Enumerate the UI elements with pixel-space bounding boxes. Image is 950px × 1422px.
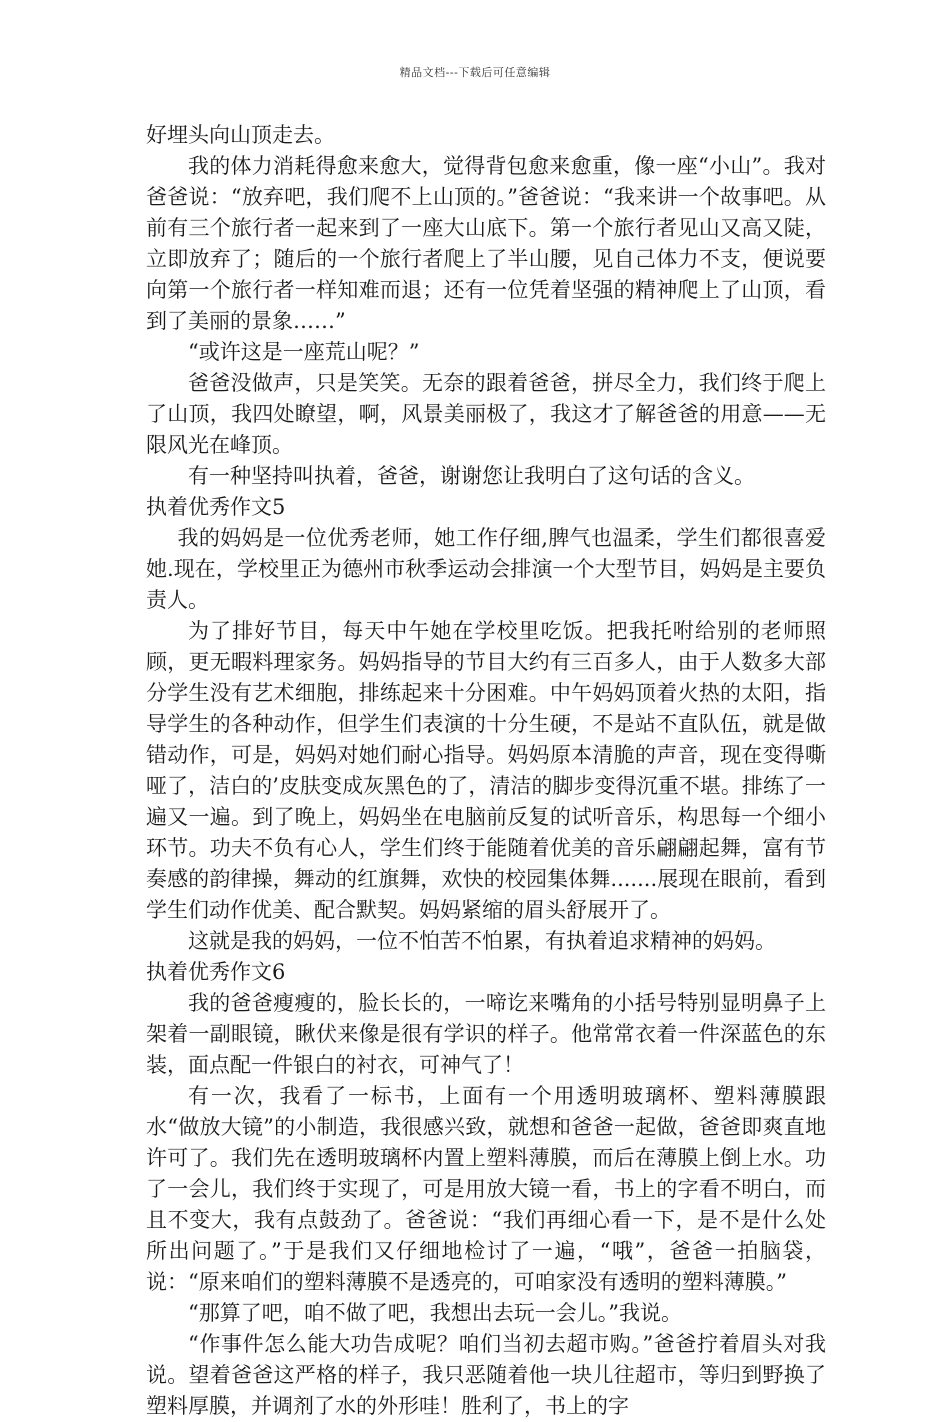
paragraph: 爸爸没做声，只是笑笑。无奈的跟着爸爸，拼尽全力，我们终于爬上了山顶，我四处瞭望，啊，风景美丽极了，我这才了解爸爸的用意——无限风光在峰顶。	[146, 371, 826, 457]
document-body	[146, 120, 826, 1422]
paragraph: 我的体力消耗得愈来愈大，觉得背包愈来愈重，像一座“小山”。我对爸爸说：“放弃吧，我们爬不上山顶的。”爸爸说：“我来讲一个故事吧。从前有三个旅行者一起来到了一座大山底下。第一个旅行者见山又高又陡，立即放弃了；随后的一个旅行者爬上了半山腰，见自己体力不支，便说要向第一个旅行者一样知难而退；还有一位凭着坚强的精神爬上了山顶，看到了美丽的景象……”	[146, 154, 826, 333]
paragraph: “或许这是一座荒山呢？”	[188, 340, 420, 364]
page-header: 精品文档---下载后可任意编辑	[399, 66, 551, 79]
paragraph: 这就是我的妈妈，一位不怕苦不怕累，有执着追求精神的妈妈。	[188, 929, 776, 953]
paragraph: 有一种坚持叫执着，爸爸，谢谢您让我明白了这句话的含义。	[188, 464, 755, 488]
paragraph: “那算了吧，咱不做了吧，我想出去玩一会儿。”我说。	[188, 1301, 682, 1325]
paragraph: 为了排好节目，每天中午她在学校里吃饭。把我托咐给别的老师照顾，更无暇料理家务。妈妈指导的节目大约有三百多人，由于人数多大部分学生没有艺术细胞，排练起来十分困难。中午妈妈顶着火热的太阳，指导学生的各种动作，但学生们表演的十分生硬，不是站不直队伍，就是做错动作，可是，妈妈对她们耐心指导。妈妈原本清脆的声音，现在变得嘶哑了，洁白的’皮肤变成灰黑色的了，清洁的脚步变得沉重不堪。排练了一遍又一遍。到了晚上，妈妈坐在电脑前反复的试听音乐，构思每一个细小环节。功夫不负有心人，学生们终于能随着优美的音乐翩翩起舞，富有节奏感的韵律操，舞动的红旗舞，欢快的校园集体舞.......展现在眼前，看到学生们动作优美、配合默契。妈妈紧缩的眉头舒展开了。	[146, 619, 826, 922]
paragraph: 有一次，我看了一标书，上面有一个用透明玻璃杯、塑料薄膜跟水“做放大镜”的小制造，我很感兴致，就想和爸爸一起做，爸爸即爽直地许可了。我们先在透明玻璃杯内置上塑料薄膜，而后在薄膜上倒上水。功了一会儿，我们终于实现了，可是用放大镜一看，书上的字看不明白，而且不变大，我有点鼓劲了。爸爸说：“我们再细心看一下，是不是什么处所出问题了。”于是我们又仔细地检讨了一遍，“哦”，爸爸一拍脑袋，说：“原来咱们的塑料薄膜不是透亮的，可咱家没有透明的塑料薄膜。”	[146, 1084, 826, 1294]
paragraph: “作事件怎么能大功告成呢？咱们当初去超市购。”爸爸拧着眉头对我说。望着爸爸这严格的样子，我只恶随着他一块儿往超市，等归到野换了塑料厚膜，并调剂了水的外形哇！胜利了，书上的字	[146, 1332, 826, 1418]
paragraph: 我的妈妈是一位优秀老师，她工作仔细,脾气也温柔，学生们都很喜爱她.现在，学校里正为德州市秋季运动会排演一个大型节目，妈妈是主要负责人。	[146, 526, 826, 612]
paragraph: 好埋头向山顶走去。	[146, 123, 335, 147]
paragraph: 我的爸爸瘦瘦的，脸长长的，一啼讫来嘴角的小括号特别显明鼻子上架着一副眼镜，瞅伏来像是很有学识的样子。他常常衣着一件深蓝色的东装，面点配一件银白的衬衣，可神气了！	[146, 991, 826, 1077]
section-heading: 执着优秀作文5	[146, 495, 286, 519]
section-heading: 执着优秀作文6	[146, 960, 286, 984]
